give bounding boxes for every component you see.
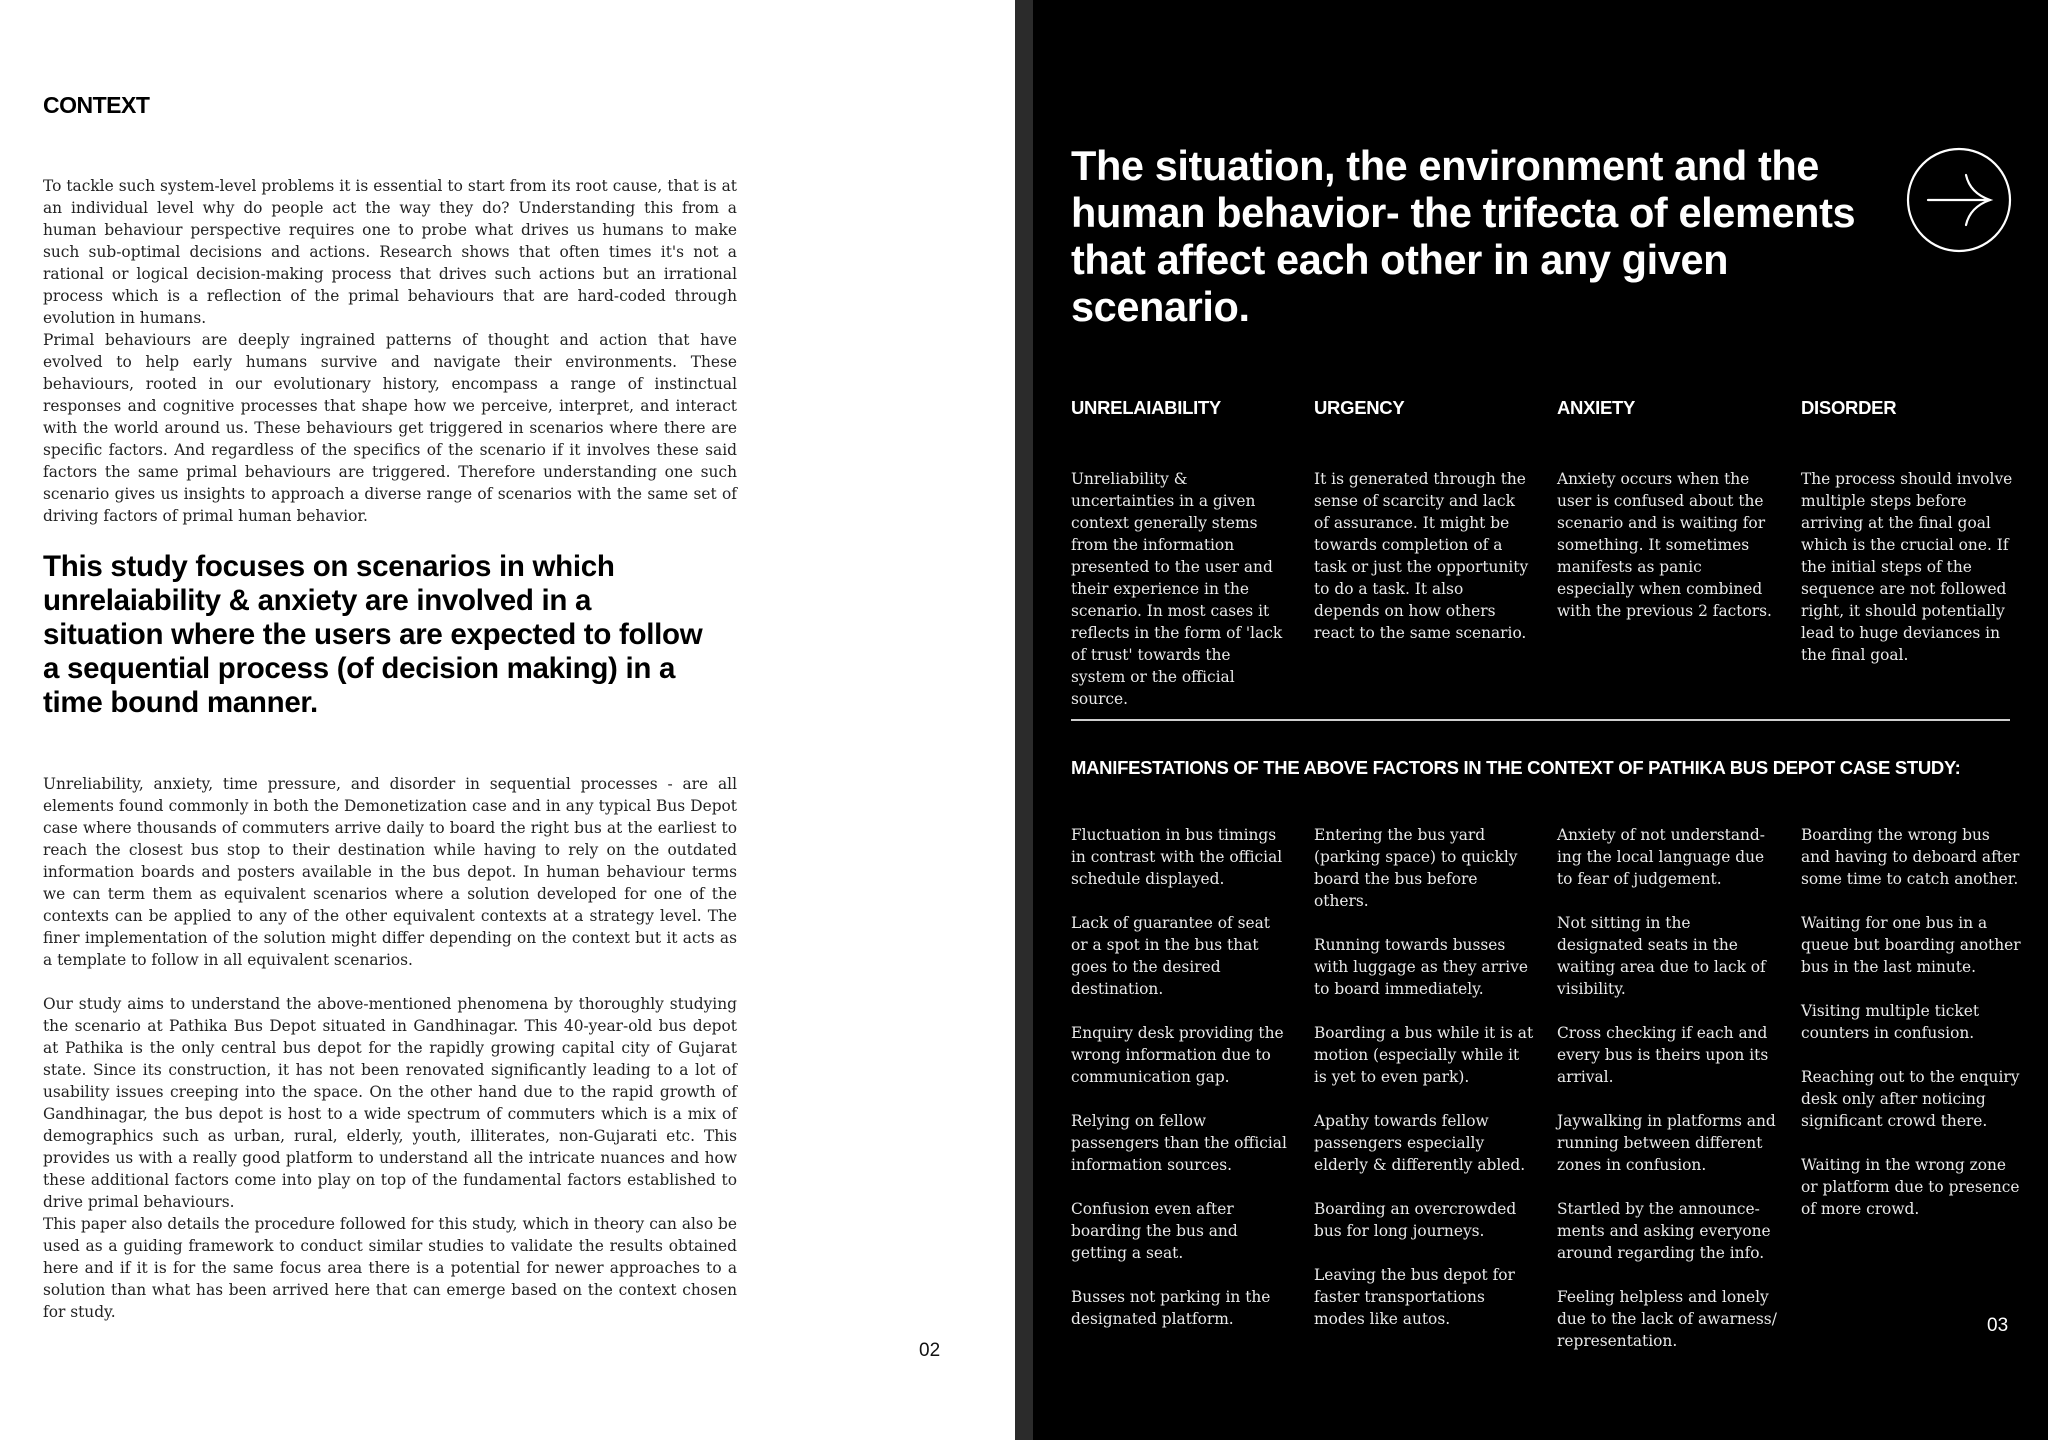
list-item: Busses not parking in the designated platform. (1071, 1288, 1271, 1328)
manifestations-column-anxiety (1557, 824, 1777, 1374)
context-paragraph-3: Unreliability, anxiety, time pressure, and disorder in sequential processes - are all elements found commonly in both the Demonetization case and in any typical Bus Depot case where thousands of commuters arrive daily to board the right bus at the earliest to reach the closest bus stop to their destination while having to rely on the outdated information boards and posters available in the bus depot. In human behaviour terms we can term them as equivalent scenarios where a solution developed for one of the contexts can be applied to any of the other equivalent contexts at a strategy level. The finer implementation of the solution might differ depending on the context but it acts as a template to follow in all equivalent scenarios. (43, 775, 737, 969)
left-page (0, 0, 1015, 1440)
page-number-right: 03 (1987, 1315, 2009, 1336)
context-paragraph-5: This paper also details the procedure followed for this study, which in theory can also be used as a guiding framework to conduct similar studies to validate the results obtained here and if it is for the same focus area there is a potential for newer approaches to a solution than what has been arrived here that can emerge based on the context chosen for study. (43, 1215, 737, 1321)
factor-title: DISORDER (1801, 397, 1897, 418)
list-item: Cross checking if each and every bus is theirs upon its arrival. (1557, 1024, 1769, 1086)
factor-disorder (1801, 397, 2016, 419)
manifestations-column-disorder (1801, 824, 2021, 1242)
list-item: Leaving the bus depot for faster transportations modes like autos. (1314, 1266, 1515, 1328)
manifestations-column-unreliability (1071, 824, 1291, 1352)
list-item: Confusion even after boarding the bus and getting a seat. (1071, 1200, 1238, 1262)
list-item: Anxiety of not understand-ing the local language due to fear of judgement. (1557, 826, 1765, 888)
trifecta-heading: The situation, the environment and the human behavior- the trifecta of elements that affect each other in any given scenario. (1071, 142, 1856, 330)
list-item: Boarding an overcrowded bus for long journeys. (1314, 1200, 1517, 1240)
list-item: Lack of guarantee of seat or a spot in the bus that goes to the desired destination. (1071, 914, 1270, 998)
list-item: Fluctuation in bus timings in contrast with the official schedule displayed. (1071, 826, 1283, 888)
list-item: Waiting in the wrong zone or platform due to presence of more crowd. (1801, 1156, 2020, 1218)
factor-title: ANXIETY (1557, 397, 1636, 418)
list-item: Jaywalking in platforms and running between different zones in confusion. (1557, 1112, 1776, 1174)
context-paragraph-2: Primal behaviours are deeply ingrained patterns of thought and action that have evolved to help early humans survive and navigate their environments. These behaviours, rooted in our evolutionary history, encompass a range of instinctual responses and cognitive processes that shape how we perceive, interpret, and interact with the world around us. These behaviours get triggered in scenarios where there are specific factors. And regardless of the specifics of the scenario if it involves these said factors the same primal behaviours are triggered. Therefore understanding one such scenario gives us insights to approach a diverse range of scenarios with the same set of driving factors of primal human behavior. (43, 331, 737, 525)
manifestations-column-urgency (1314, 824, 1534, 1352)
manifestations-heading: MANIFESTATIONS OF THE ABOVE FACTORS IN THE CONTEXT OF PATHIKA BUS DEPOT CASE STUDY: (1071, 757, 1961, 778)
list-item: Boarding the wrong bus and having to deboard after some time to catch another. (1801, 826, 2020, 888)
list-item: Feeling helpless and lonely due to the lack of awarness/ representation. (1557, 1288, 1777, 1350)
factor-description: It is generated through the sense of scarcity and lack of assurance. It might be towards completion of a task or just the opportunity to do a task. It also depends on how others react to the same scenario. (1314, 470, 1529, 642)
factor-description: Anxiety occurs when the user is confused about the scenario and is waiting for something. It sometimes manifests as panic especially when combined with the previous 2 factors. (1557, 470, 1772, 620)
factor-title: UNRELAIABILITY (1071, 397, 1221, 418)
list-item: Waiting for one bus in a queue but boarding another bus in the last minute. (1801, 914, 2021, 976)
list-item: Entering the bus yard (parking space) to quickly board the bus before others. (1314, 826, 1518, 910)
factor-unreliability (1071, 397, 1286, 419)
context-paragraph-1: To tackle such system-level problems it is essential to start from its root cause, that is at an individual level why do people act the way they do? Understanding this from a human behaviour perspective requires one to probe what drives us humans to make such sub-optimal decisions and actions. Research shows that often times it's not a rational or logical decision-making process that drives such actions but an irrational process which is a reflection of the primal behaviours that are hard-coded through evolution in humans. (43, 177, 737, 327)
list-item: Relying on fellow passengers than the official information sources. (1071, 1112, 1287, 1174)
list-item: Startled by the announce-ments and asking everyone around regarding the info. (1557, 1200, 1771, 1262)
factor-description: The process should involve multiple steps before arriving at the final goal which is the crucial one. If the initial steps of the sequence are not followed right, it should potentially lead to huge deviances in the final goal. (1801, 470, 2013, 664)
list-item: Running towards busses with luggage as they arrive to board immediately. (1314, 936, 1529, 998)
arrow-right-circle-icon (1906, 147, 2012, 253)
factor-description: Unreliability & uncertainties in a given context generally stems from the information presented to the user and their experience in the scenario. In most cases it reflects in the form of 'lack of trust' towards the system or the official source. (1071, 470, 1283, 708)
list-item: Apathy towards fellow passengers especially elderly & differently abled. (1314, 1112, 1526, 1174)
factor-urgency (1314, 397, 1529, 419)
context-heading: CONTEXT (43, 92, 150, 118)
list-item: Reaching out to the enquiry desk only after noticing significant crowd there. (1801, 1068, 2020, 1130)
page-number-left: 02 (919, 1340, 941, 1361)
factor-title: URGENCY (1314, 397, 1405, 418)
factor-anxiety (1557, 397, 1772, 419)
list-item: Not sitting in the designated seats in the waiting area due to lack of visibility. (1557, 914, 1766, 998)
context-paragraph-4: Our study aims to understand the above-mentioned phenomena by thoroughly studying the scenario at Pathika Bus Depot situated in Gandhinagar. This 40-year-old bus depot at Pathika is the only central bus depot for the rapidly growing capital city of Gujarat state. Since its construction, it has not been renovated significantly leading to a lot of usability issues creeping into the space. On the other hand due to the rapid growth of Gandhinagar, the bus depot is host to a wide spectrum of commuters which is a mix of demographics such as urban, rural, elderly, youth, illiterates, non-Gujarati etc. This provides us with a really good platform to understand all the intricate nuances and how these additional factors come into play on top of the fundamental factors established to drive primal behaviours. (43, 995, 737, 1211)
list-item: Enquiry desk providing the wrong information due to communication gap. (1071, 1024, 1284, 1086)
right-page (1033, 0, 2048, 1440)
page-gutter (1015, 0, 1033, 1440)
list-item: Visiting multiple ticket counters in confusion. (1801, 1002, 1980, 1042)
list-item: Boarding a bus while it is at motion (especially while it is yet to even park). (1314, 1024, 1534, 1086)
section-divider (1071, 719, 2010, 721)
study-focus-statement: This study focuses on scenarios in which unrelaiability & anxiety are involved in a situation where the users are expected to follow a sequential process (of decision making) in a time bound manner. (43, 550, 703, 719)
